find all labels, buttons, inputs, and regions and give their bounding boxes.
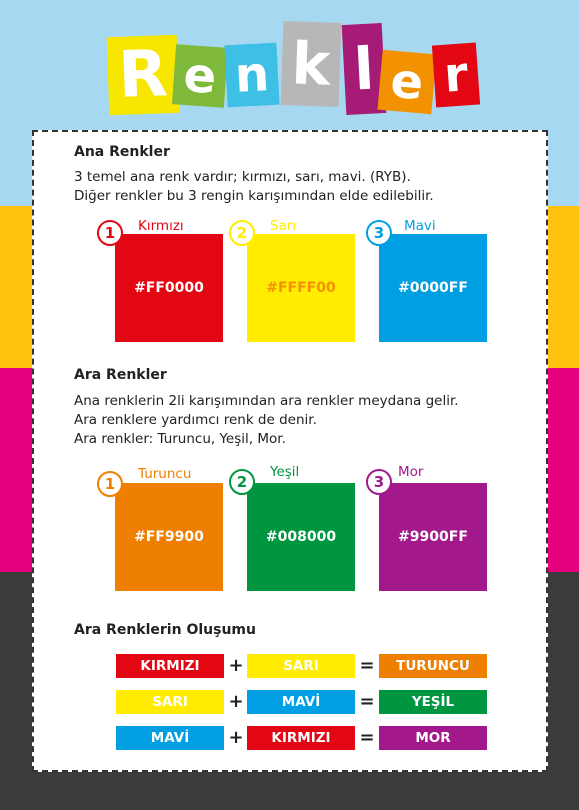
title-letter: k — [281, 21, 342, 107]
color-chip: KIRMIZI — [247, 726, 355, 750]
plus-sign: + — [228, 691, 244, 712]
equals-sign: = — [359, 727, 375, 748]
color-chip: MOR — [379, 726, 487, 750]
hex-code: #008000 — [265, 529, 337, 545]
plus-sign: + — [228, 655, 244, 676]
swatch-label: Yeşil — [270, 464, 300, 480]
number-badge: 3 — [366, 469, 392, 495]
hex-code: #FFFF00 — [266, 280, 336, 296]
color-chip: KIRMIZI — [116, 654, 224, 678]
color-chip: MAVİ — [247, 690, 355, 714]
swatch-label: Kırmızı — [138, 218, 184, 234]
secondary-text-line: Ana renklerin 2li karışımından ara renkler meydana gelir. — [74, 393, 459, 409]
number-badge: 2 — [229, 469, 255, 495]
number-badge: 1 — [97, 471, 123, 497]
secondary-description — [74, 392, 459, 449]
secondary-heading: Ara Renkler — [74, 367, 167, 383]
color-chip: YEŞİL — [379, 690, 487, 714]
color-chip: SARI — [247, 654, 355, 678]
hex-code: #0000FF — [398, 280, 468, 296]
color-swatch — [247, 483, 355, 591]
color-swatch — [379, 234, 487, 342]
plus-sign: + — [228, 727, 244, 748]
secondary-text-line: Ara renklere yardımcı renk de denir. — [74, 412, 317, 428]
title-letter: l — [342, 23, 387, 115]
swatch-label: Mavi — [404, 218, 436, 234]
swatch-label: Turuncu — [138, 466, 192, 482]
color-chip: TURUNCU — [379, 654, 487, 678]
number-badge: 3 — [366, 220, 392, 246]
number-badge: 2 — [229, 220, 255, 246]
color-swatch — [115, 483, 223, 591]
formation-heading: Ara Renklerin Oluşumu — [74, 622, 256, 638]
title-letter: e — [172, 44, 228, 107]
hex-code: #FF0000 — [134, 280, 204, 296]
title-letter: e — [377, 50, 436, 114]
color-swatch — [247, 234, 355, 342]
primary-description — [74, 168, 434, 206]
color-chip: MAVİ — [116, 726, 224, 750]
page-title — [108, 22, 478, 122]
equals-sign: = — [359, 691, 375, 712]
color-chip: SARI — [116, 690, 224, 714]
primary-text-line: 3 temel ana renk vardır; kırmızı, sarı, mavi. (RYB). — [74, 169, 411, 185]
swatch-label: Sarı — [270, 218, 297, 234]
title-letter: R — [107, 35, 180, 115]
title-letter: n — [224, 43, 279, 108]
title-letter: r — [432, 43, 480, 108]
hex-code: #9900FF — [398, 529, 468, 545]
number-badge: 1 — [97, 220, 123, 246]
color-swatch — [379, 483, 487, 591]
secondary-text-line: Ara renkler: Turuncu, Yeşil, Mor. — [74, 431, 286, 447]
primary-text-line: Diğer renkler bu 3 rengin karışımından elde edilebilir. — [74, 188, 434, 204]
swatch-label: Mor — [398, 464, 424, 480]
hex-code: #FF9900 — [134, 529, 204, 545]
equals-sign: = — [359, 655, 375, 676]
color-swatch — [115, 234, 223, 342]
primary-heading: Ana Renkler — [74, 144, 170, 160]
